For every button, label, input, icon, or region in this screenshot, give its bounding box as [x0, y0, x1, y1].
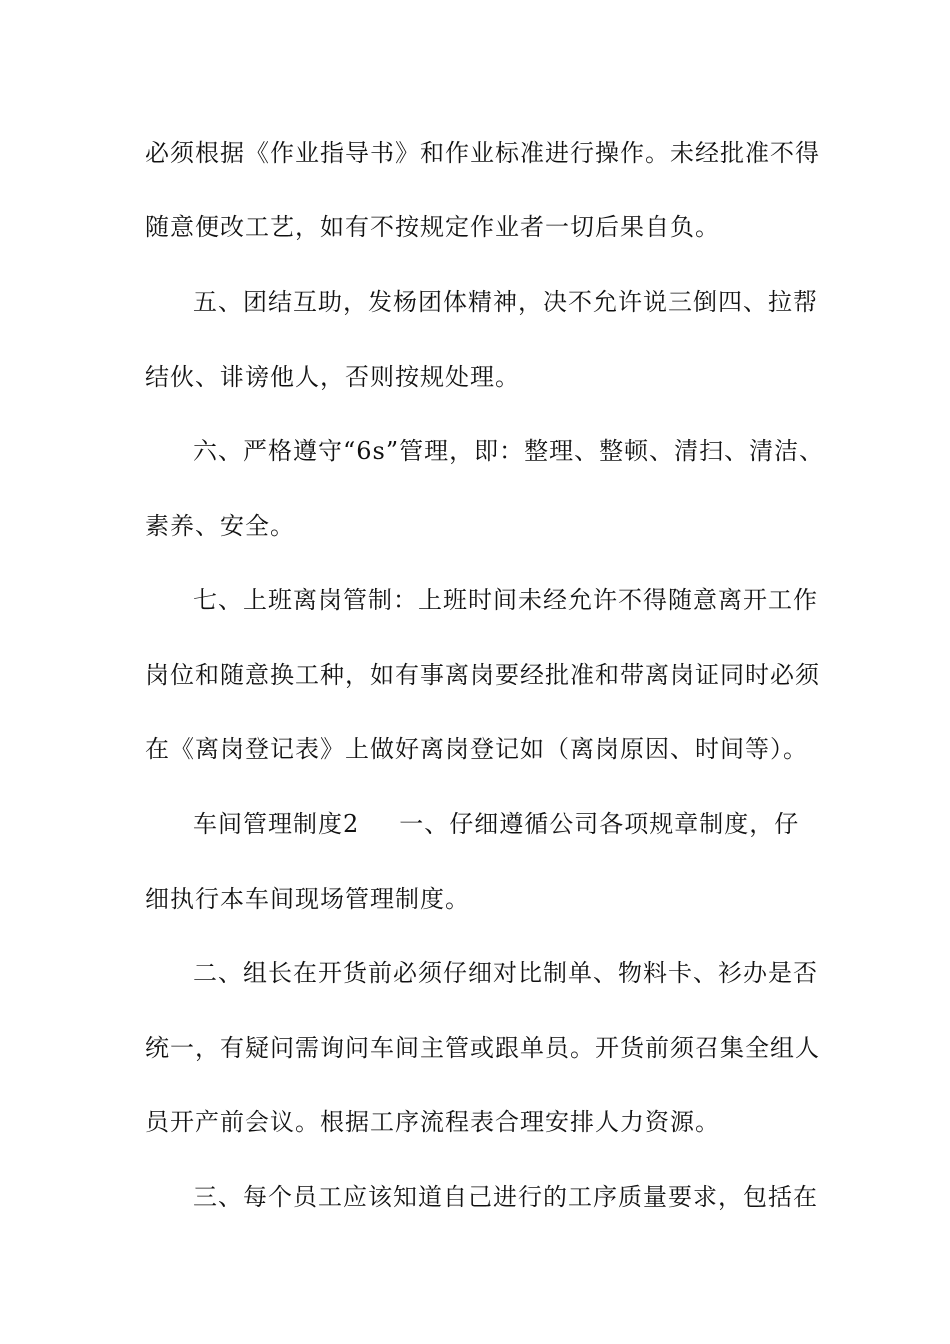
- text-line-3: 五、团结互助，发杨团体精神，决不允许说三倒四、拉帮: [193, 288, 818, 316]
- section-first-clause: 一、仔细遵循公司各项规章制度，仔: [399, 810, 800, 838]
- text-line-1: 必须根据《作业指导书》和作业标准进行操作。未经批准不得: [145, 139, 820, 167]
- section-heading: 车间管理制度2: [193, 810, 360, 838]
- text-line-8: 岗位和随意换工种，如有事离岗要经批准和带离岗证同时必须: [145, 661, 820, 689]
- text-line-9: 在《离岗登记表》上做好离岗登记如（离岗原因、时间等）。: [145, 735, 808, 763]
- text-line-14: 员开产前会议。根据工序流程表合理安排人力资源。: [145, 1108, 720, 1136]
- text-line-12: 二、组长在开货前必须仔细对比制单、物料卡、衫办是否: [193, 959, 818, 987]
- text-line-2: 随意便改工艺，如有不按规定作业者一切后果自负。: [145, 213, 720, 241]
- text-line-13: 统一，有疑问需询问车间主管或跟单员。开货前须召集全组人: [145, 1034, 820, 1062]
- text-line-4: 结伙、诽谤他人，否则按规处理。: [145, 363, 520, 391]
- text-line-11: 细执行本车间现场管理制度。: [145, 885, 470, 913]
- text-line-7: 七、上班离岗管制：上班时间未经允许不得随意离开工作: [193, 586, 818, 614]
- text-line-15: 三、每个员工应该知道自己进行的工序质量要求，包括在: [193, 1183, 818, 1211]
- text-line-5: 六、严格遵守“6s”管理，即：整理、整顿、清扫、清洁、: [193, 437, 825, 465]
- text-line-10: [193, 809, 799, 839]
- text-line-6: 素养、安全。: [145, 512, 295, 540]
